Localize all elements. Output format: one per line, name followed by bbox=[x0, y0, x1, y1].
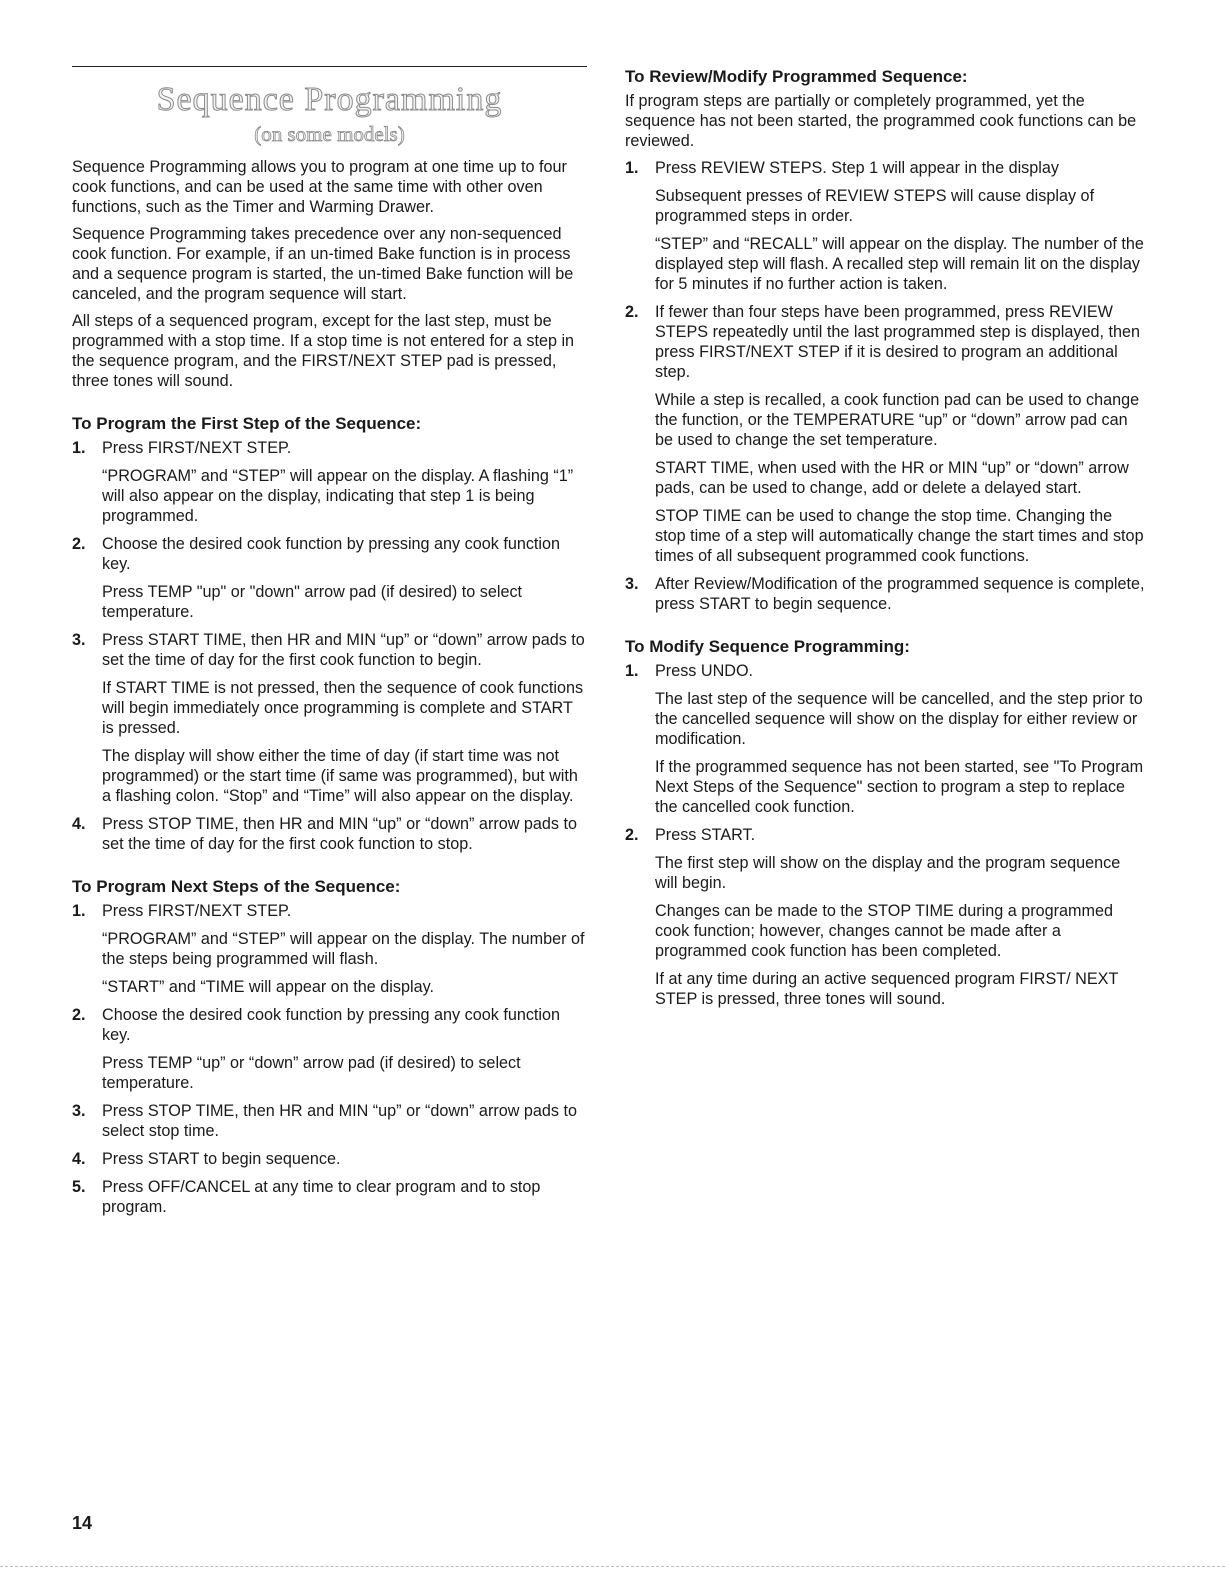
step-number: 1. bbox=[72, 439, 86, 457]
list-item bbox=[625, 825, 1145, 1009]
review-steps-list bbox=[625, 158, 1145, 614]
step-text: Choose the desired cook function by pressing any cook function key. bbox=[102, 535, 561, 573]
page-title: Sequence Programming bbox=[156, 81, 503, 118]
step-number: 1. bbox=[72, 902, 86, 920]
intro-paragraph: All steps of a sequenced program, except for the last step, must be programmed with a stop time. If a stop time is not entered for a step in the sequence program, and the FIRST/NEXT STEP pad is pressed, three tones will sound. bbox=[72, 312, 575, 390]
step-text: “STEP” and “RECALL” will appear on the display. The number of the displayed step will flash. A recalled step will remain lit on the display for 5 minutes if no further action is taken. bbox=[655, 235, 1144, 293]
step-number: 5. bbox=[72, 1178, 86, 1196]
step-text: If at any time during an active sequenced program FIRST/ NEXT STEP is pressed, three tones will sound. bbox=[655, 970, 1119, 1008]
step-number: 4. bbox=[72, 815, 86, 833]
step-number: 3. bbox=[625, 575, 639, 593]
step-number: 2. bbox=[625, 303, 639, 321]
section-heading-review: To Review/Modify Programmed Sequence: bbox=[625, 67, 968, 86]
step-text: The first step will show on the display and the program sequence will begin. bbox=[655, 854, 1121, 892]
right-column bbox=[625, 66, 1145, 1017]
step-text: Press OFF/CANCEL at any time to clear program and to stop program. bbox=[102, 1178, 541, 1216]
step-text: “PROGRAM” and “STEP” will appear on the display. The number of the steps being programmed will flash. bbox=[102, 930, 585, 968]
step-text: After Review/Modification of the programmed sequence is complete, press START to begin sequence. bbox=[655, 575, 1145, 613]
step-number: 3. bbox=[72, 631, 86, 649]
first-step-list bbox=[72, 438, 587, 854]
step-text: Press TEMP "up" or "down" arrow pad (if desired) to select temperature. bbox=[102, 583, 523, 621]
step-number: 2. bbox=[625, 826, 639, 844]
step-text: STOP TIME can be used to change the stop time. Changing the stop time of a step will automatically change the start times and stop times of all subsequent programmed cook functions. bbox=[655, 507, 1144, 565]
step-text: START TIME, when used with the HR or MIN “up” or “down” arrow pads, can be used to change, add or delete a delayed start. bbox=[655, 459, 1129, 497]
section-heading-modify: To Modify Sequence Programming: bbox=[625, 637, 910, 656]
top-rule bbox=[72, 66, 587, 67]
step-text: Press STOP TIME, then HR and MIN “up” or “down” arrow pads to set the time of day for the first cook function to stop. bbox=[102, 815, 578, 853]
step-text: Press UNDO. bbox=[655, 662, 754, 680]
list-item bbox=[625, 661, 1145, 817]
step-text: Choose the desired cook function by pressing any cook function key. bbox=[102, 1006, 561, 1044]
step-number: 1. bbox=[625, 662, 639, 680]
step-text: Press STOP TIME, then HR and MIN “up” or “down” arrow pads to select stop time. bbox=[102, 1102, 578, 1140]
step-text: Press FIRST/NEXT STEP. bbox=[102, 439, 292, 457]
step-text: Press START TIME, then HR and MIN “up” or “down” arrow pads to set the time of day for the first cook function to begin. bbox=[102, 631, 585, 669]
intro-text bbox=[72, 157, 587, 391]
list-item bbox=[72, 1005, 587, 1093]
list-item bbox=[72, 1149, 587, 1169]
step-text: Press START. bbox=[655, 826, 756, 844]
step-text: Press TEMP “up” or “down” arrow pad (if desired) to select temperature. bbox=[102, 1054, 521, 1092]
list-item bbox=[72, 630, 587, 806]
list-item bbox=[72, 901, 587, 997]
list-item bbox=[625, 302, 1145, 566]
step-text: While a step is recalled, a cook function pad can be used to change the function, or the TEMPERATURE “up” or “down” arrow pad can be used to change the set temperature. bbox=[655, 391, 1140, 449]
step-number: 3. bbox=[72, 1102, 86, 1120]
section-heading-first-step: To Program the First Step of the Sequence: bbox=[72, 414, 422, 433]
step-text: Press START to begin sequence. bbox=[102, 1150, 341, 1168]
page-subtitle: (on some models) bbox=[254, 122, 405, 146]
step-number: 2. bbox=[72, 1006, 86, 1024]
review-intro: If program steps are partially or completely programmed, yet the sequence has not been started, the programmed cook functions can be reviewed. bbox=[625, 92, 1137, 150]
step-text: If fewer than four steps have been programmed, press REVIEW STEPS repeatedly until the last programmed step is displayed, then press FIRST/NEXT STEP if it is desired to program an additional step. bbox=[655, 303, 1140, 381]
step-text: The last step of the sequence will be cancelled, and the step prior to the cancelled sequence will show on the display for either review or modification. bbox=[655, 690, 1143, 748]
list-item bbox=[72, 1101, 587, 1141]
step-text: The display will show either the time of day (if start time was not programmed) or the start time (if same was programmed), but with a flashing colon. “Stop” and “Time” will also appear on the display. bbox=[102, 747, 578, 805]
intro-paragraph: Sequence Programming takes precedence over any non-sequenced cook function. For example, if an un-timed Bake function is in process and a sequence program is started, the un-timed Bake function will be canceled, and the program sequence will start. bbox=[72, 225, 574, 303]
step-text: If START TIME is not pressed, then the sequence of cook functions will begin immediately once programming is complete and START is pressed. bbox=[102, 679, 584, 737]
step-text: “PROGRAM” and “STEP” will appear on the display. A flashing “1” will also appear on the display, indicating that step 1 is being programmed. bbox=[102, 467, 574, 525]
intro-paragraph: Sequence Programming allows you to program at one time up to four cook functions, and can be used at the same time with other oven functions, such as the Timer and Warming Drawer. bbox=[72, 158, 567, 216]
list-item bbox=[72, 438, 587, 526]
list-item bbox=[72, 1177, 587, 1217]
step-number: 4. bbox=[72, 1150, 86, 1168]
page-number: 14 bbox=[72, 1513, 93, 1533]
step-text: If the programmed sequence has not been started, see "To Program Next Steps of the Sequence" section to program a step to replace the cancelled cook function. bbox=[655, 758, 1144, 816]
step-number: 1. bbox=[625, 159, 639, 177]
list-item bbox=[72, 814, 587, 854]
list-item bbox=[625, 574, 1145, 614]
left-column bbox=[72, 66, 587, 1225]
step-text: Press FIRST/NEXT STEP. bbox=[102, 902, 292, 920]
next-steps-list bbox=[72, 901, 587, 1217]
section-heading-next-steps: To Program Next Steps of the Sequence: bbox=[72, 877, 401, 896]
bottom-rule bbox=[0, 1566, 1225, 1567]
list-item bbox=[72, 534, 587, 622]
list-item bbox=[625, 158, 1145, 294]
step-text: Press REVIEW STEPS. Step 1 will appear in the display bbox=[655, 159, 1059, 177]
step-text: Changes can be made to the STOP TIME during a programmed cook function; however, changes cannot be made after a programmed cook function has been completed. bbox=[655, 902, 1113, 960]
step-number: 2. bbox=[72, 535, 86, 553]
step-text: Subsequent presses of REVIEW STEPS will cause display of programmed steps in order. bbox=[655, 187, 1095, 225]
modify-steps-list bbox=[625, 661, 1145, 1009]
step-text: “START” and “TIME will appear on the display. bbox=[102, 978, 434, 996]
